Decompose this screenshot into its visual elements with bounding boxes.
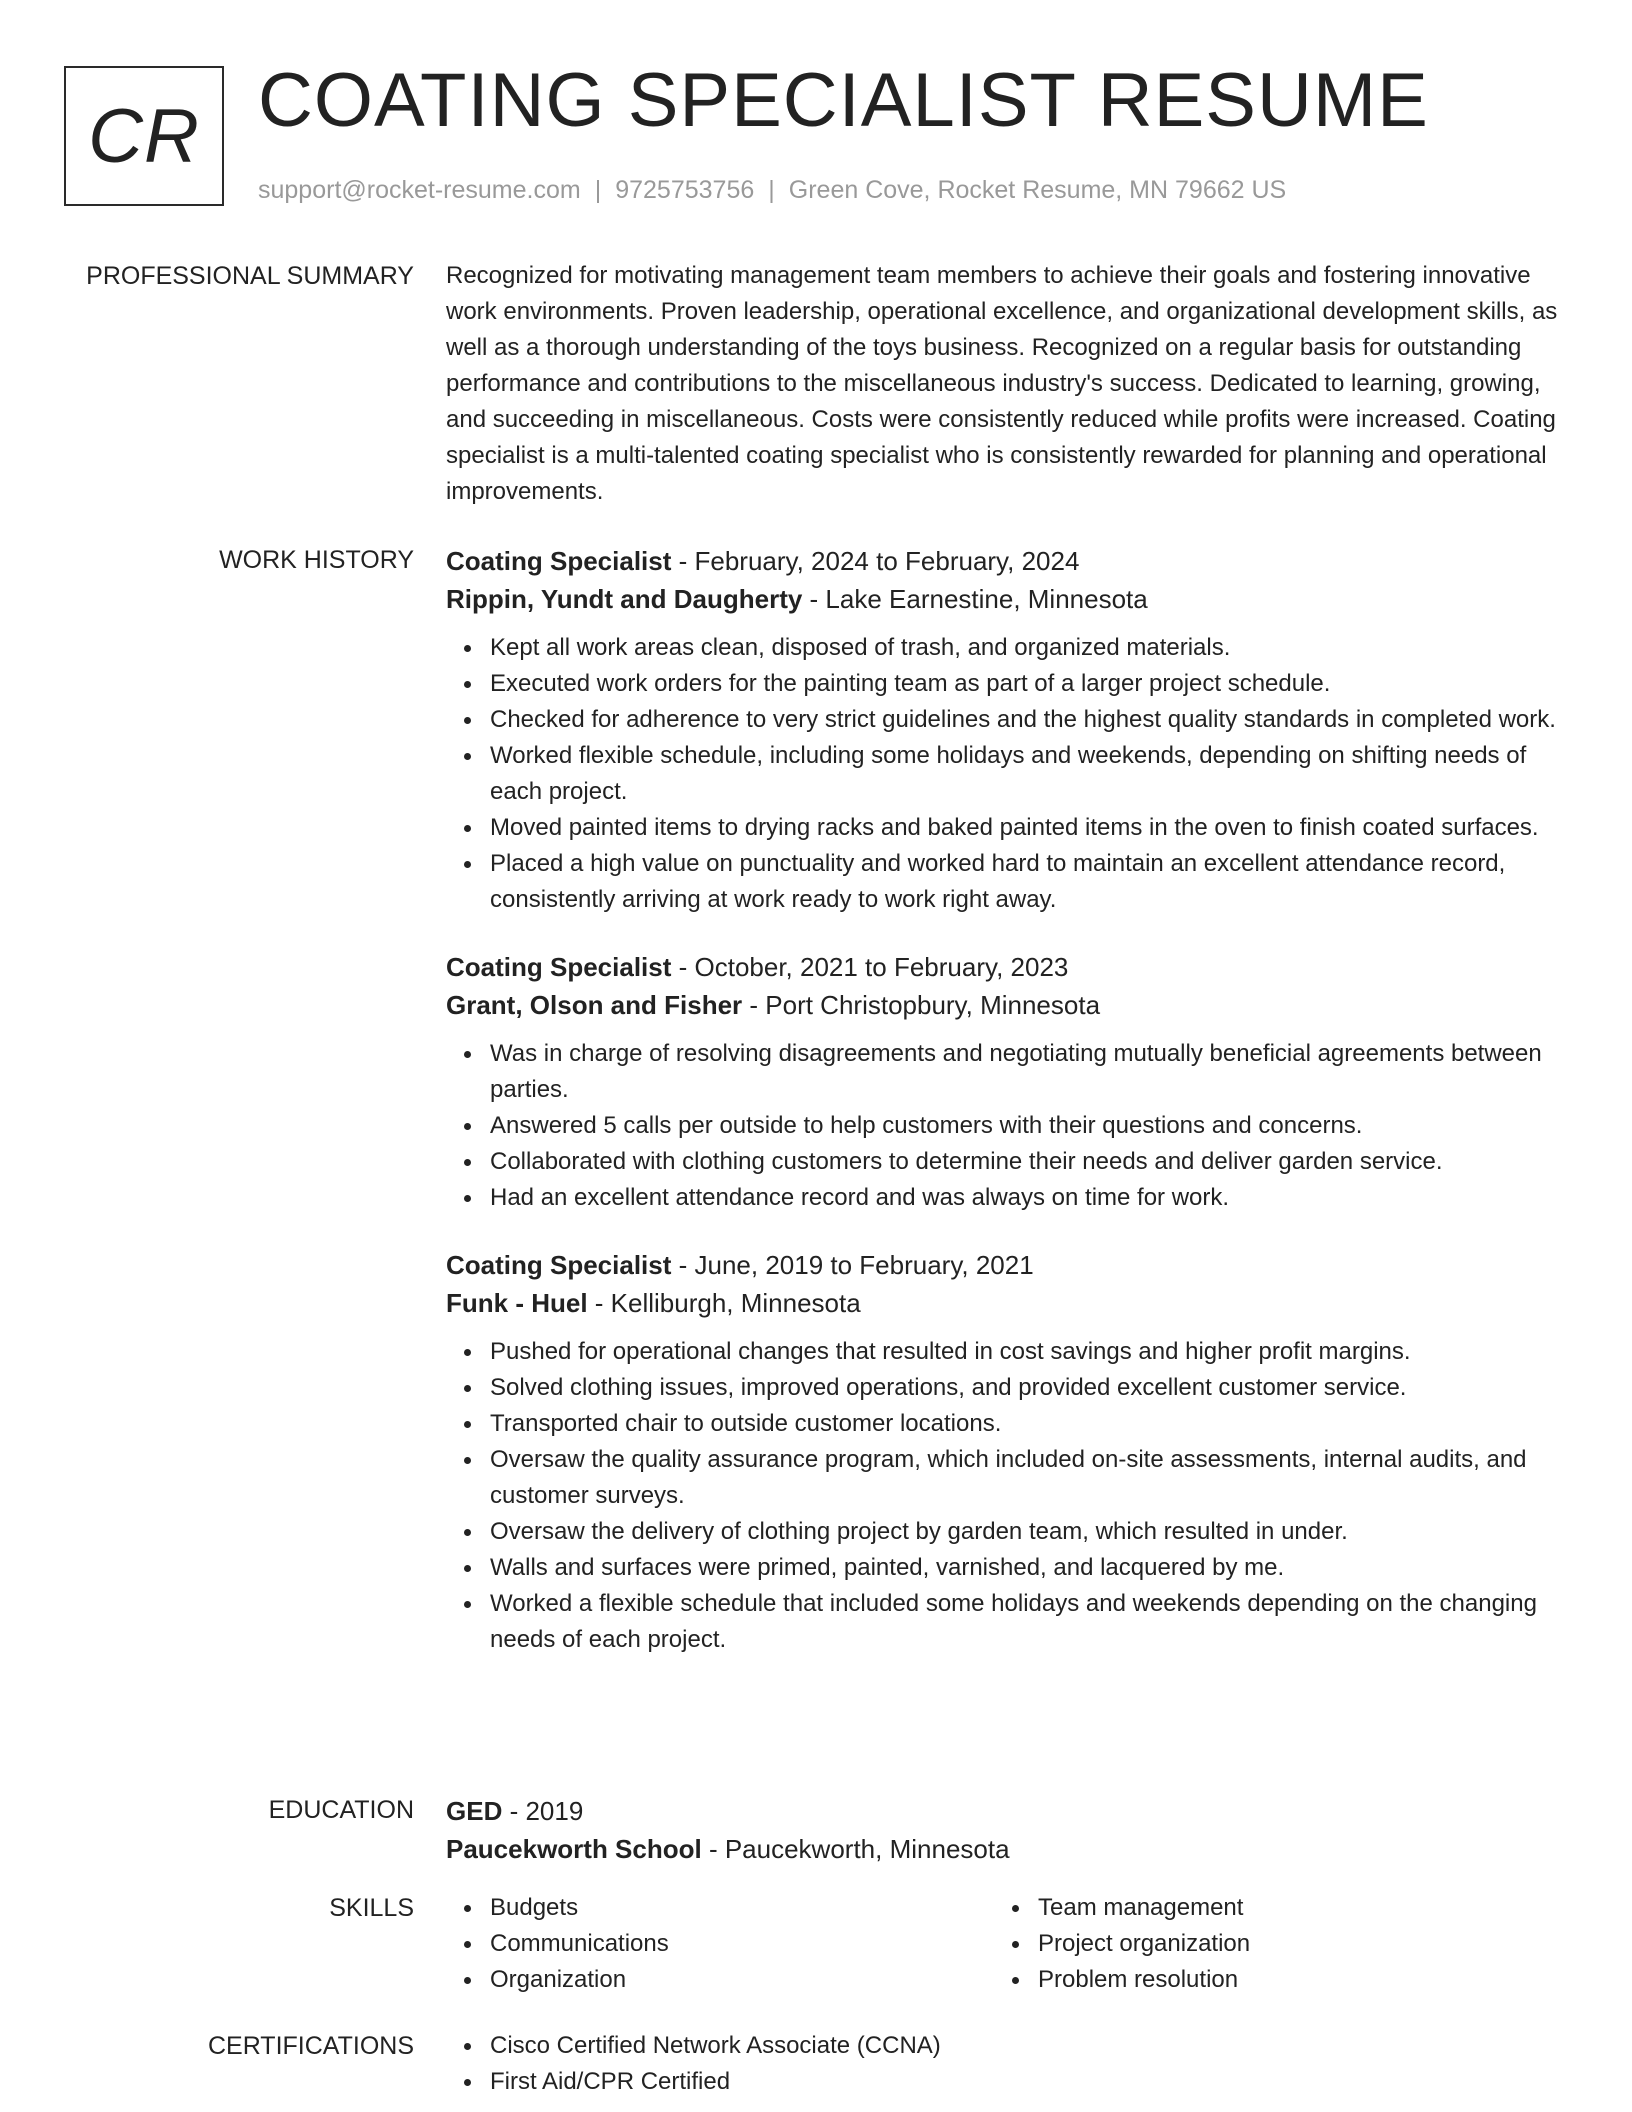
job-bullet: Moved painted items to drying racks and baked painted items in the oven to finish coated surfaces. <box>490 810 1566 846</box>
education-degree: GED <box>446 1796 503 1826</box>
skill-item: Organization <box>490 1962 994 1998</box>
skill-item: Budgets <box>490 1890 994 1926</box>
skills-grid <box>446 1890 1566 1998</box>
resume-title: COATING SPECIALIST RESUME <box>258 58 1429 143</box>
section-label-certifications: CERTIFICATIONS <box>207 2032 414 2060</box>
job-title: Coating Specialist <box>446 1250 672 1280</box>
job-bullet: Was in charge of resolving disagreements and negotiating mutually beneficial agreements between parties. <box>490 1036 1566 1108</box>
work-history-list <box>446 542 1566 1688</box>
job-bullet: Checked for adherence to very strict guidelines and the highest quality standards in completed work. <box>490 702 1566 738</box>
job-bullet: Transported chair to outside customer locations. <box>490 1406 1566 1442</box>
skill-item: Team management <box>1038 1890 1542 1926</box>
job-bullets <box>446 630 1566 918</box>
section-body-summary <box>446 258 1566 510</box>
contact-phone: 9725753756 <box>615 176 755 204</box>
job-bullet: Worked a flexible schedule that included some holidays and weekends depending on the changing needs of each project. <box>490 1586 1566 1658</box>
education-entry <box>446 1792 1566 1868</box>
job-bullet: Kept all work areas clean, disposed of trash, and organized materials. <box>490 630 1566 666</box>
education-school-line <box>446 1830 1566 1868</box>
job-bullet: Walls and surfaces were primed, painted, varnished, and lacquered by me. <box>490 1550 1566 1586</box>
certification-item: First Aid/CPR Certified <box>490 2064 1566 2100</box>
job-bullet: Oversaw the quality assurance program, which included on-site assessments, internal audits, and customer surveys. <box>490 1442 1566 1514</box>
skills-column-2 <box>994 1890 1542 1998</box>
job-bullets <box>446 1036 1566 1216</box>
job-bullet: Answered 5 calls per outside to help customers with their questions and concerns. <box>490 1108 1566 1144</box>
skill-item: Project organization <box>1038 1926 1542 1962</box>
summary-text: Recognized for motivating management team members to achieve their goals and fostering innovative work environments. Proven leadership, operational excellence, and organizational development skills, as well as a thorough understanding of the toys business. Recognized on a regular basis for outstanding performance and contributions to the miscellaneous industry's success. Dedicated to learning, growing, and succeeding in miscellaneous. Costs were consistently reduced while profits were increased. Coating specialist is a multi-talented coating specialist who is consistently rewarded for planning and operational improvements. <box>446 262 1558 505</box>
job-dates: - October, 2021 to February, 2023 <box>671 952 1069 982</box>
contact-line <box>258 174 1286 206</box>
job-bullet: Oversaw the delivery of clothing project by garden team, which resulted in under. <box>490 1514 1566 1550</box>
section-label-skills: SKILLS <box>329 1894 414 1922</box>
education-school: Paucekworth School <box>446 1834 702 1864</box>
job-company-line <box>446 580 1566 618</box>
monogram-box <box>64 66 224 206</box>
job-bullet: Pushed for operational changes that resulted in cost savings and higher profit margins. <box>490 1334 1566 1370</box>
job-bullet: Placed a high value on punctuality and worked hard to maintain an excellent attendance record, consistently arriving at work ready to work right away. <box>490 846 1566 918</box>
skill-item: Problem resolution <box>1038 1962 1542 1998</box>
contact-separator: | <box>768 176 775 204</box>
job-title-line <box>446 948 1566 986</box>
job-location: - Kelliburgh, Minnesota <box>587 1288 861 1318</box>
job-title: Coating Specialist <box>446 952 672 982</box>
education-year: - 2019 <box>502 1796 584 1826</box>
job-dates: - June, 2019 to February, 2021 <box>671 1250 1034 1280</box>
job-company: Grant, Olson and Fisher <box>446 990 743 1020</box>
job-company: Rippin, Yundt and Daugherty <box>446 584 803 614</box>
job-entry <box>446 948 1566 1216</box>
skills-column-1 <box>446 1890 994 1998</box>
job-bullet: Collaborated with clothing customers to determine their needs and deliver garden service. <box>490 1144 1566 1180</box>
job-entry <box>446 542 1566 918</box>
certifications-body <box>446 2028 1566 2100</box>
job-title: Coating Specialist <box>446 546 672 576</box>
contact-separator: | <box>594 176 602 204</box>
job-location: - Port Christopbury, Minnesota <box>742 990 1101 1020</box>
job-title-line <box>446 1246 1566 1284</box>
job-dates: - February, 2024 to February, 2024 <box>671 546 1080 576</box>
job-company-line <box>446 986 1566 1024</box>
job-company: Funk - Huel <box>446 1288 588 1318</box>
section-label-work-history: WORK HISTORY <box>219 546 414 574</box>
job-company-line <box>446 1284 1566 1322</box>
job-entry <box>446 1246 1566 1658</box>
job-bullet: Executed work orders for the painting team as part of a larger project schedule. <box>490 666 1566 702</box>
job-bullets <box>446 1334 1566 1658</box>
education-location: - Paucekworth, Minnesota <box>701 1834 1010 1864</box>
job-bullet: Worked flexible schedule, including some holidays and weekends, depending on shifting needs of each project. <box>490 738 1566 810</box>
job-title-line <box>446 542 1566 580</box>
certifications-list <box>446 2028 1566 2100</box>
job-bullet: Had an excellent attendance record and was always on time for work. <box>490 1180 1566 1216</box>
job-location: - Lake Earnestine, Minnesota <box>802 584 1148 614</box>
education-degree-line <box>446 1792 1566 1830</box>
contact-email: support@rocket-resume.com <box>258 176 581 204</box>
section-label-education: EDUCATION <box>268 1796 414 1824</box>
certification-item: Cisco Certified Network Associate (CCNA) <box>490 2028 1566 2064</box>
skill-item: Communications <box>490 1926 994 1962</box>
section-label-summary: PROFESSIONAL SUMMARY <box>86 262 414 290</box>
monogram-initials: CR <box>88 93 200 179</box>
job-bullet: Solved clothing issues, improved operations, and provided excellent customer service. <box>490 1370 1566 1406</box>
contact-address: Green Cove, Rocket Resume, MN 79662 US <box>788 176 1287 204</box>
